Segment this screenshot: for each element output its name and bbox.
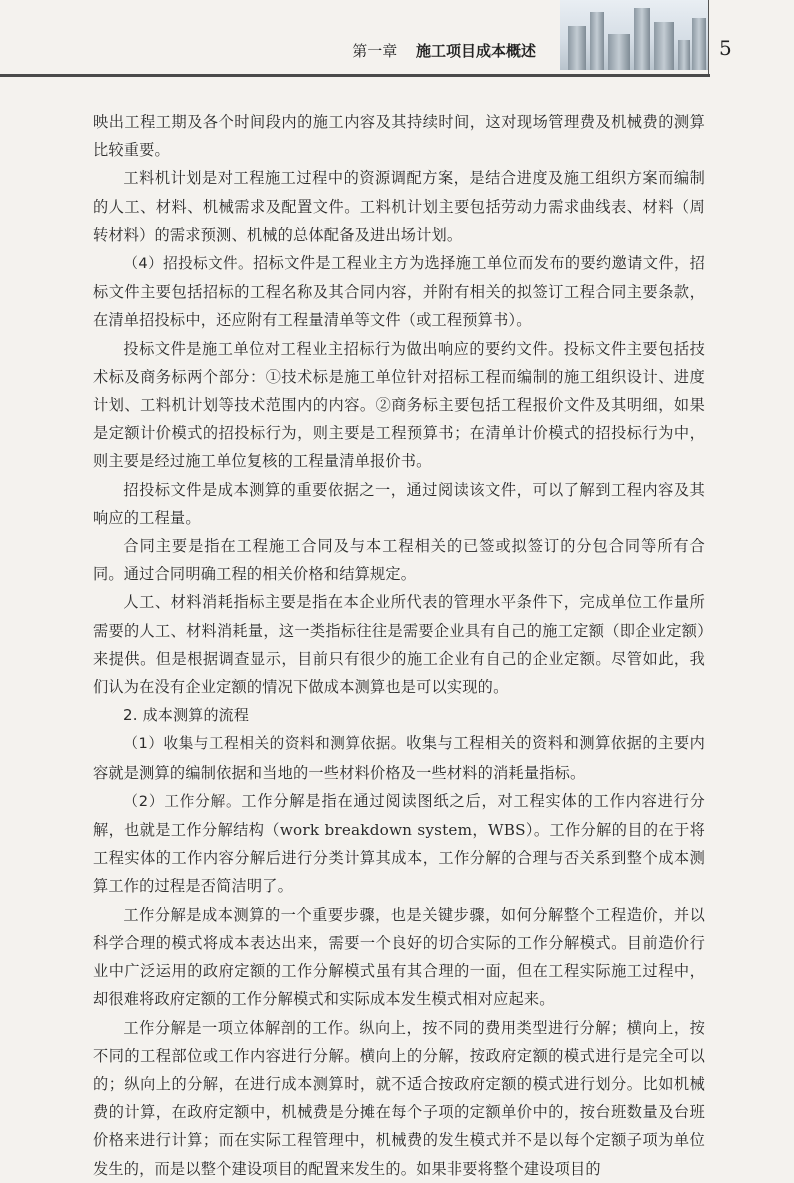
paragraph: 投标文件是施工单位对工程业主招标行为做出响应的要约文件。投标文件主要包括技术标及商务标两个部分：①技术标是施工单位针对招标工程而编制的施工组织设计、进度计划、工料机计划等技术范围内的内容。②商务标主要包括工程报价文件及其明细，如果是定额计价模式的招投标行为，则主要是工程预算书；在清单计价模式的招投标行为中，则主要是经过施工单位复核的工程量清单报价书。: [93, 339, 705, 471]
paragraph: 合同主要是指在工程施工合同及与本工程相关的已签或拟签订的分包合同等所有合同。通过合同明确工程的相关价格和结算规定。: [93, 537, 705, 584]
item-text: 工作分解是指在通过阅读图纸之后，对工程实体的工作内容进行分解，也就是工作分解结构（work breakdown system，WBS）。工作分解的目的在于将工程实体的工作内容分解后进行分类计算其成本，工作分解的合理与否关系到整个成本测算工作的过程是否简洁明了。: [93, 791, 705, 896]
paragraph: 工料机计划是对工程施工过程中的资源调配方案，是结合进度及施工组织方案而编制的人工、材料、机械需求及配置文件。工料机计划主要包括劳动力需求曲线表、材料（周转材料）的需求预测、机械的总体配备及进出场计划。: [93, 169, 705, 244]
item-text: 收集与工程相关的资料和测算依据的主要内容就是测算的编制依据和当地的一些材料价格及一些材料的消耗量指标。: [93, 734, 705, 782]
section-heading: 2. 成本测算的流程: [123, 706, 250, 725]
paragraph: 招投标文件是成本测算的重要依据之一，通过阅读该文件，可以了解到工程内容及其响应的工程量。: [93, 480, 705, 527]
paragraph: 映出工程工期及各个时间段内的施工内容及其持续时间，这对现场管理费及机械费的测算比较重要。: [93, 113, 705, 160]
header-rule: [0, 74, 710, 77]
chapter-title: 施工项目成本概述: [415, 42, 536, 60]
paragraph: 工作分解是成本测算的一个重要步骤，也是关键步骤，如何分解整个工程造价，并以科学合理的模式将成本表达出来，需要一个良好的切合实际的工作分解模式。目前造价行业中广泛运用的政府定额的工作分解模式虽有其合理的一面，但在工程实际施工过程中，却很难将政府定额的工作分解模式和实际成本发生模式相对应起来。: [93, 905, 705, 1009]
item-term: （1）收集与工程相关的资料和测算依据。: [123, 735, 407, 753]
page-header: [0, 0, 794, 80]
item-term: （2）工作分解。: [123, 792, 242, 810]
item-term: （4）招投标文件。: [123, 255, 254, 273]
chapter-number: 第一章: [352, 42, 398, 60]
page-body: [93, 108, 705, 1183]
item-text: 招标文件是工程业主方为选择施工单位而发布的要约邀请文件，招标文件主要包括招标的工程名称及其合同内容，并附有相关的拟签订工程合同主要条款，在清单招投标中，还应附有工程量清单等文件（或工程预算书）。: [93, 254, 705, 330]
header-building-photo: [560, 0, 708, 70]
page-number: 5: [719, 36, 732, 60]
paragraph: [93, 787, 705, 901]
running-header: [352, 40, 536, 61]
paragraph: 工作分解是一项立体解剖的工作。纵向上，按不同的费用类型进行分解；横向上，按不同的工程部位或工作内容进行分解。横向上的分解，按政府定额的模式进行是完全可以的；纵向上的分解，在进行成本测算时，就不适合按政府定额的模式进行划分。比如机械费的计算，在政府定额中，机械费是分摊在每个子项的定额单价中的，按台班数量及台班价格来进行计算；而在实际工程管理中，机械费的发生模式并不是以每个定额子项为单位发生的，而是以整个建设项目的配置来发生的。如果非要将整个建设项目的: [93, 1018, 705, 1178]
header-divider: [708, 0, 709, 76]
paragraph: [93, 729, 705, 786]
paragraph: [93, 249, 705, 335]
paragraph: 人工、材料消耗指标主要是指在本企业所代表的管理水平条件下，完成单位工作量所需要的人工、材料消耗量，这一类指标往往是需要企业具有自己的施工定额（即企业定额）来提供。但是根据调查显示，目前只有很少的施工企业有自己的企业定额。尽管如此，我们认为在没有企业定额的情况下做成本测算也是可以实现的。: [93, 593, 705, 697]
